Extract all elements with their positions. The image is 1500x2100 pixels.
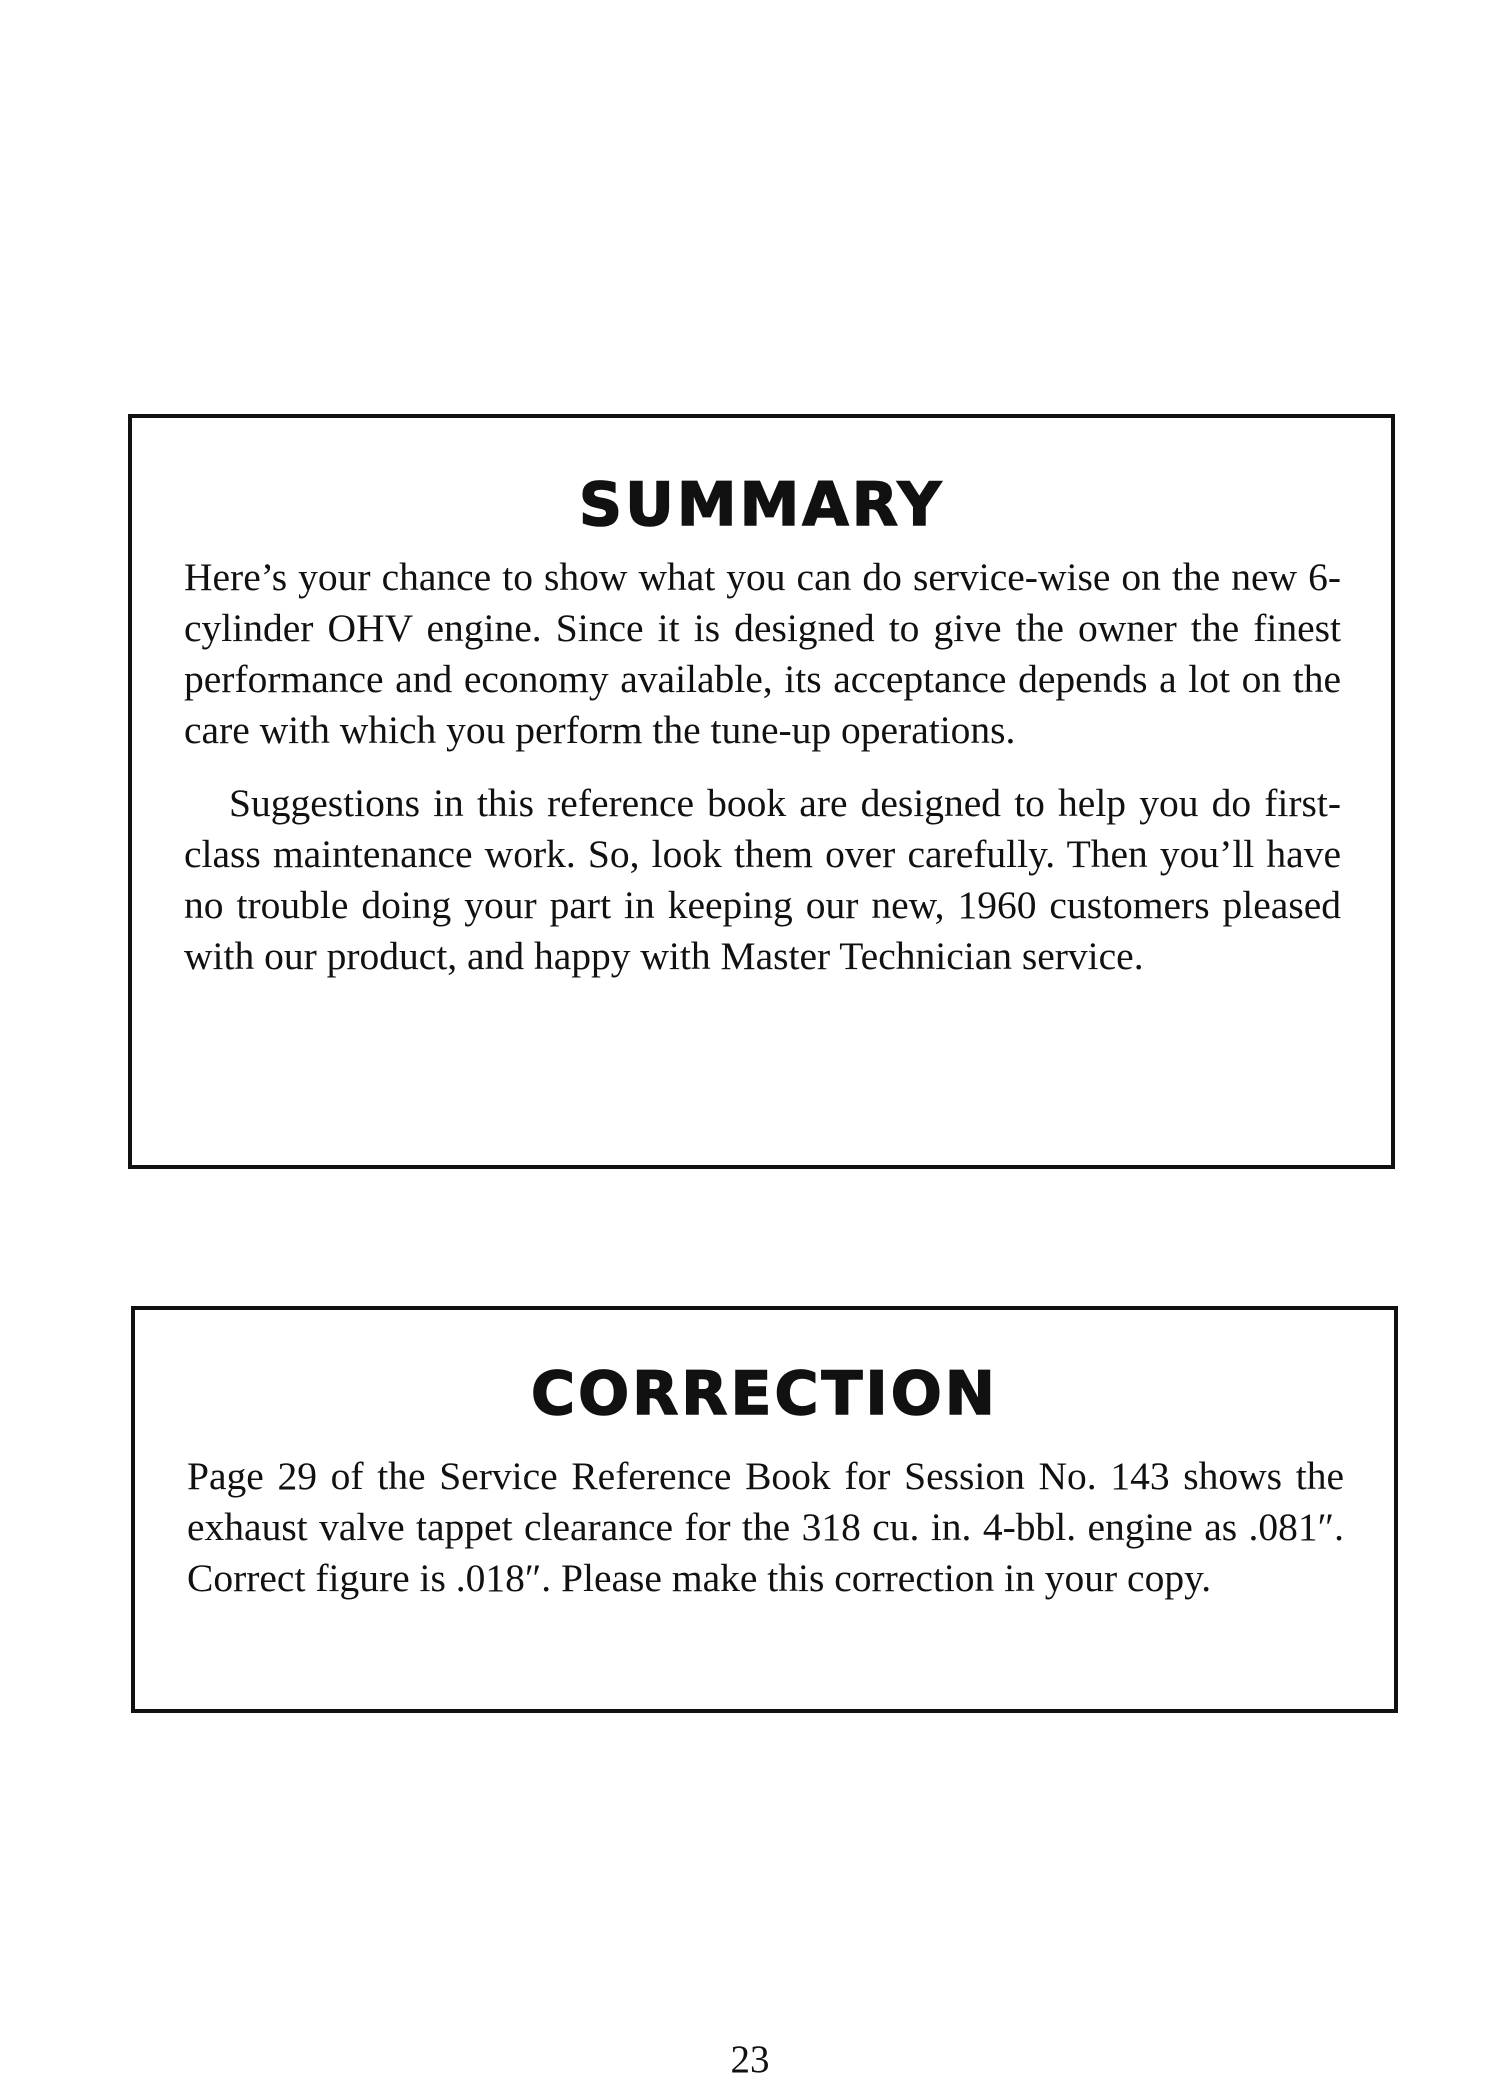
page-number: 23 <box>730 2038 770 2081</box>
correction-title: CORRECTION <box>531 1359 998 1429</box>
summary-paragraph-1: Here’s your chance to show what you can do service-wise on the new 6-cylinder OHV engine. Since it is designed to give the owner the finest performance and economy available, its acceptance depends a lot on the care with which you perform the tune-up operations. <box>184 555 1341 752</box>
correction-paragraph: Page 29 of the Service Reference Book for Session No. 143 shows the exhaust valve tappet clearance for the 318 cu. in. 4-bbl. engine as .081″. Correct figure is .018″. Please make this correction in your copy. <box>187 1454 1344 1600</box>
summary-box <box>128 414 1395 1169</box>
summary-title: SUMMARY <box>578 470 945 540</box>
summary-paragraph-2: Suggestions in this reference book are designed to help you do first-class maintenance work. So, look them over carefully. Then you’ll have no trouble doing your part in keeping our new, 1960 customers pleased with our product, and happy with Master Technician service. <box>184 781 1341 978</box>
correction-box <box>131 1306 1398 1713</box>
